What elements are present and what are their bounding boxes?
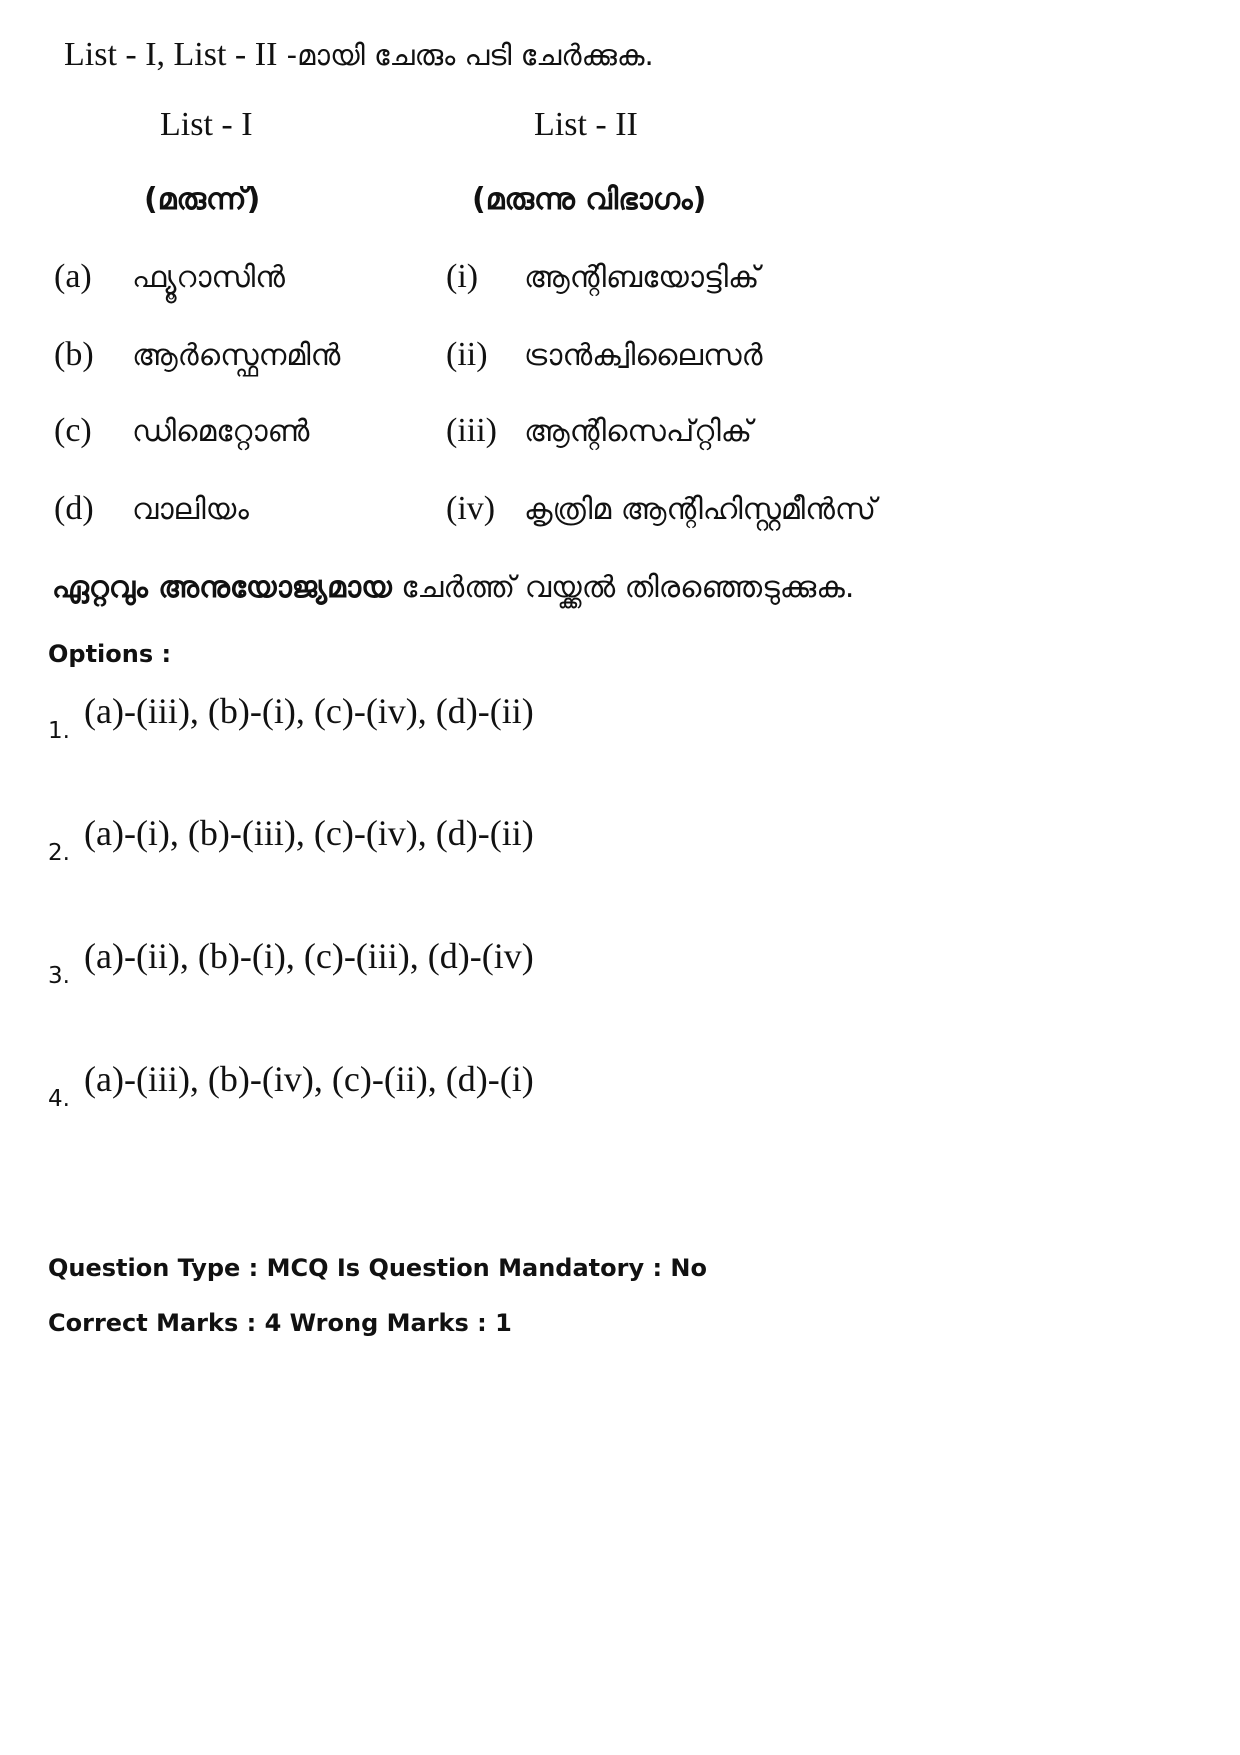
row-right-text: ട്രാൻക്വിലൈസർ [524,338,763,373]
question-intro [64,36,654,74]
option-text: (a)-(ii), (b)-(i), (c)-(iii), (d)-(iv) [84,936,534,976]
option-1[interactable] [0,690,1240,760]
intro-english: List - I, List - II [64,36,278,73]
row-right-label: (i) [446,258,479,295]
match-row-d [0,490,1240,540]
match-row-b [0,336,1240,386]
intro-malayalam: -മായി ചേരും പടി ചേർക്കുക. [277,38,654,72]
row-left-text: വാലിയം [132,492,249,527]
option-number: 1. [48,718,70,744]
option-3[interactable] [0,935,1240,1005]
option-text: (a)-(iii), (b)-(i), (c)-(iv), (d)-(ii) [84,691,534,731]
option-2[interactable] [0,812,1240,882]
row-left-label: (a) [54,258,92,295]
row-right-label: (ii) [446,336,488,373]
instruction-bold: ഏറ്റവും അനുയോജ്യമായ [52,570,392,605]
row-left-text: ആർസ്ഫെനമിൻ [132,338,341,373]
list2-heading: List - II [534,106,638,143]
row-right-text: ആന്റിബയോട്ടിക് [524,260,760,295]
option-text: (a)-(iii), (b)-(iv), (c)-(ii), (d)-(i) [84,1059,534,1099]
row-right-label: (iii) [446,412,497,449]
instruction-rest: ചേർത്ത് വയ്ക്കൽ തിരഞ്ഞെടുക്കുക. [391,570,855,605]
match-row-a [0,258,1240,308]
list2-subheading: (മരുന്നു വിഭാഗം) [472,182,707,217]
option-number: 2. [48,840,70,866]
question-type-line: Question Type : MCQ Is Question Mandatory : No [48,1254,707,1282]
marks-line: Correct Marks : 4 Wrong Marks : 1 [48,1309,512,1337]
question-instruction [52,570,854,605]
row-right-label: (iv) [446,490,496,527]
list1-subheading: (മരുന്ന്) [144,182,261,217]
match-row-c [0,412,1240,462]
row-left-text: ഡിമെറ്റോൺ [132,414,310,449]
row-left-label: (c) [54,412,92,449]
option-4[interactable] [0,1058,1240,1128]
row-left-text: ഫ്യൂറാസിൻ [132,260,285,295]
row-right-text: ആന്റിസെപ്റ്റിക് [524,414,753,449]
option-number: 4. [48,1086,70,1112]
row-left-label: (b) [54,336,94,373]
list1-heading: List - I [160,106,253,143]
row-left-label: (d) [54,490,94,527]
row-right-text: കൃത്രിമ ആന്റിഹിസ്റ്റമീൻസ് [524,492,877,527]
option-number: 3. [48,963,70,989]
option-text: (a)-(i), (b)-(iii), (c)-(iv), (d)-(ii) [84,813,534,853]
options-label: Options : [48,640,172,668]
